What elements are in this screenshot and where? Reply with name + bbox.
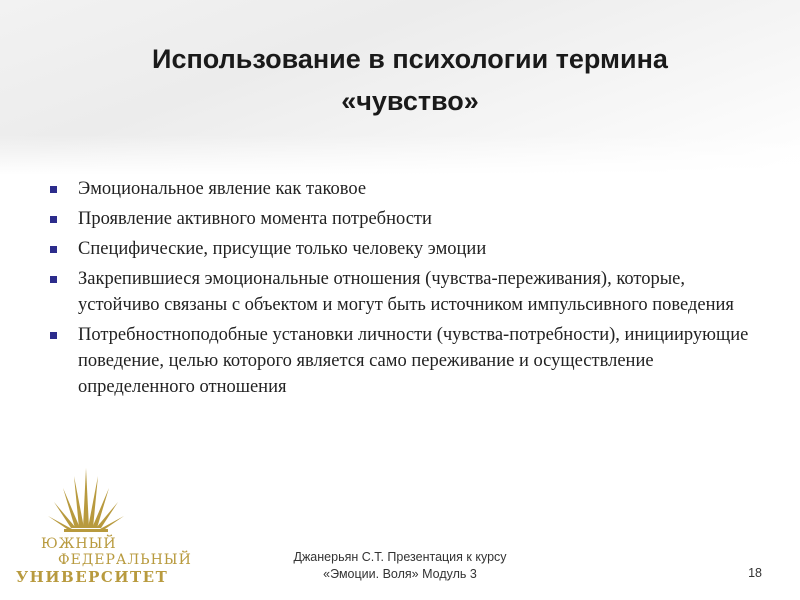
university-logo bbox=[14, 466, 199, 586]
bullet-text: Проявление активного момента потребности bbox=[78, 209, 432, 229]
square-bullet-icon bbox=[50, 216, 57, 223]
bullet-item bbox=[50, 266, 750, 318]
bullet-item bbox=[50, 176, 750, 202]
logo-text-line-3: УНИВЕРСИТЕТ bbox=[16, 568, 169, 586]
bullet-list bbox=[50, 176, 750, 404]
bullet-item bbox=[50, 322, 750, 400]
logo-text-line-2: ФЕДЕРАЛЬНЫЙ bbox=[58, 552, 192, 568]
slide-title-line-1: Использование в психологии термина bbox=[152, 44, 668, 74]
footer-credit bbox=[250, 549, 550, 583]
square-bullet-icon bbox=[50, 246, 57, 253]
logo-text-line-1: ЮЖНЫЙ bbox=[41, 536, 117, 552]
bullet-text: Специфические, присущие только человеку эмоции bbox=[78, 239, 487, 259]
bullet-item bbox=[50, 206, 750, 232]
slide-title bbox=[60, 38, 760, 122]
slide-title-line-2: «чувство» bbox=[341, 86, 479, 116]
footer-line-1: Джанерьян С.Т. Презентация к курсу bbox=[293, 550, 507, 564]
square-bullet-icon bbox=[50, 276, 57, 283]
bullet-text: Потребностноподобные установки личности (чувства-потребности), инициирующие поведение, целью которого является само переживание и осуществление определенного отношения bbox=[78, 325, 749, 397]
square-bullet-icon bbox=[50, 332, 57, 339]
square-bullet-icon bbox=[50, 186, 57, 193]
page-number: 18 bbox=[748, 566, 762, 580]
bullet-item bbox=[50, 236, 750, 262]
bullet-text: Эмоциональное явление как таковое bbox=[78, 179, 367, 199]
sunburst-emblem-icon bbox=[46, 466, 126, 536]
footer-line-2: «Эмоции. Воля» Модуль 3 bbox=[323, 567, 477, 581]
bullet-text: Закрепившиеся эмоциональные отношения (чувства-переживания), которые, устойчиво связаны с объектом и могут быть источником импульсивного поведения bbox=[78, 269, 734, 315]
